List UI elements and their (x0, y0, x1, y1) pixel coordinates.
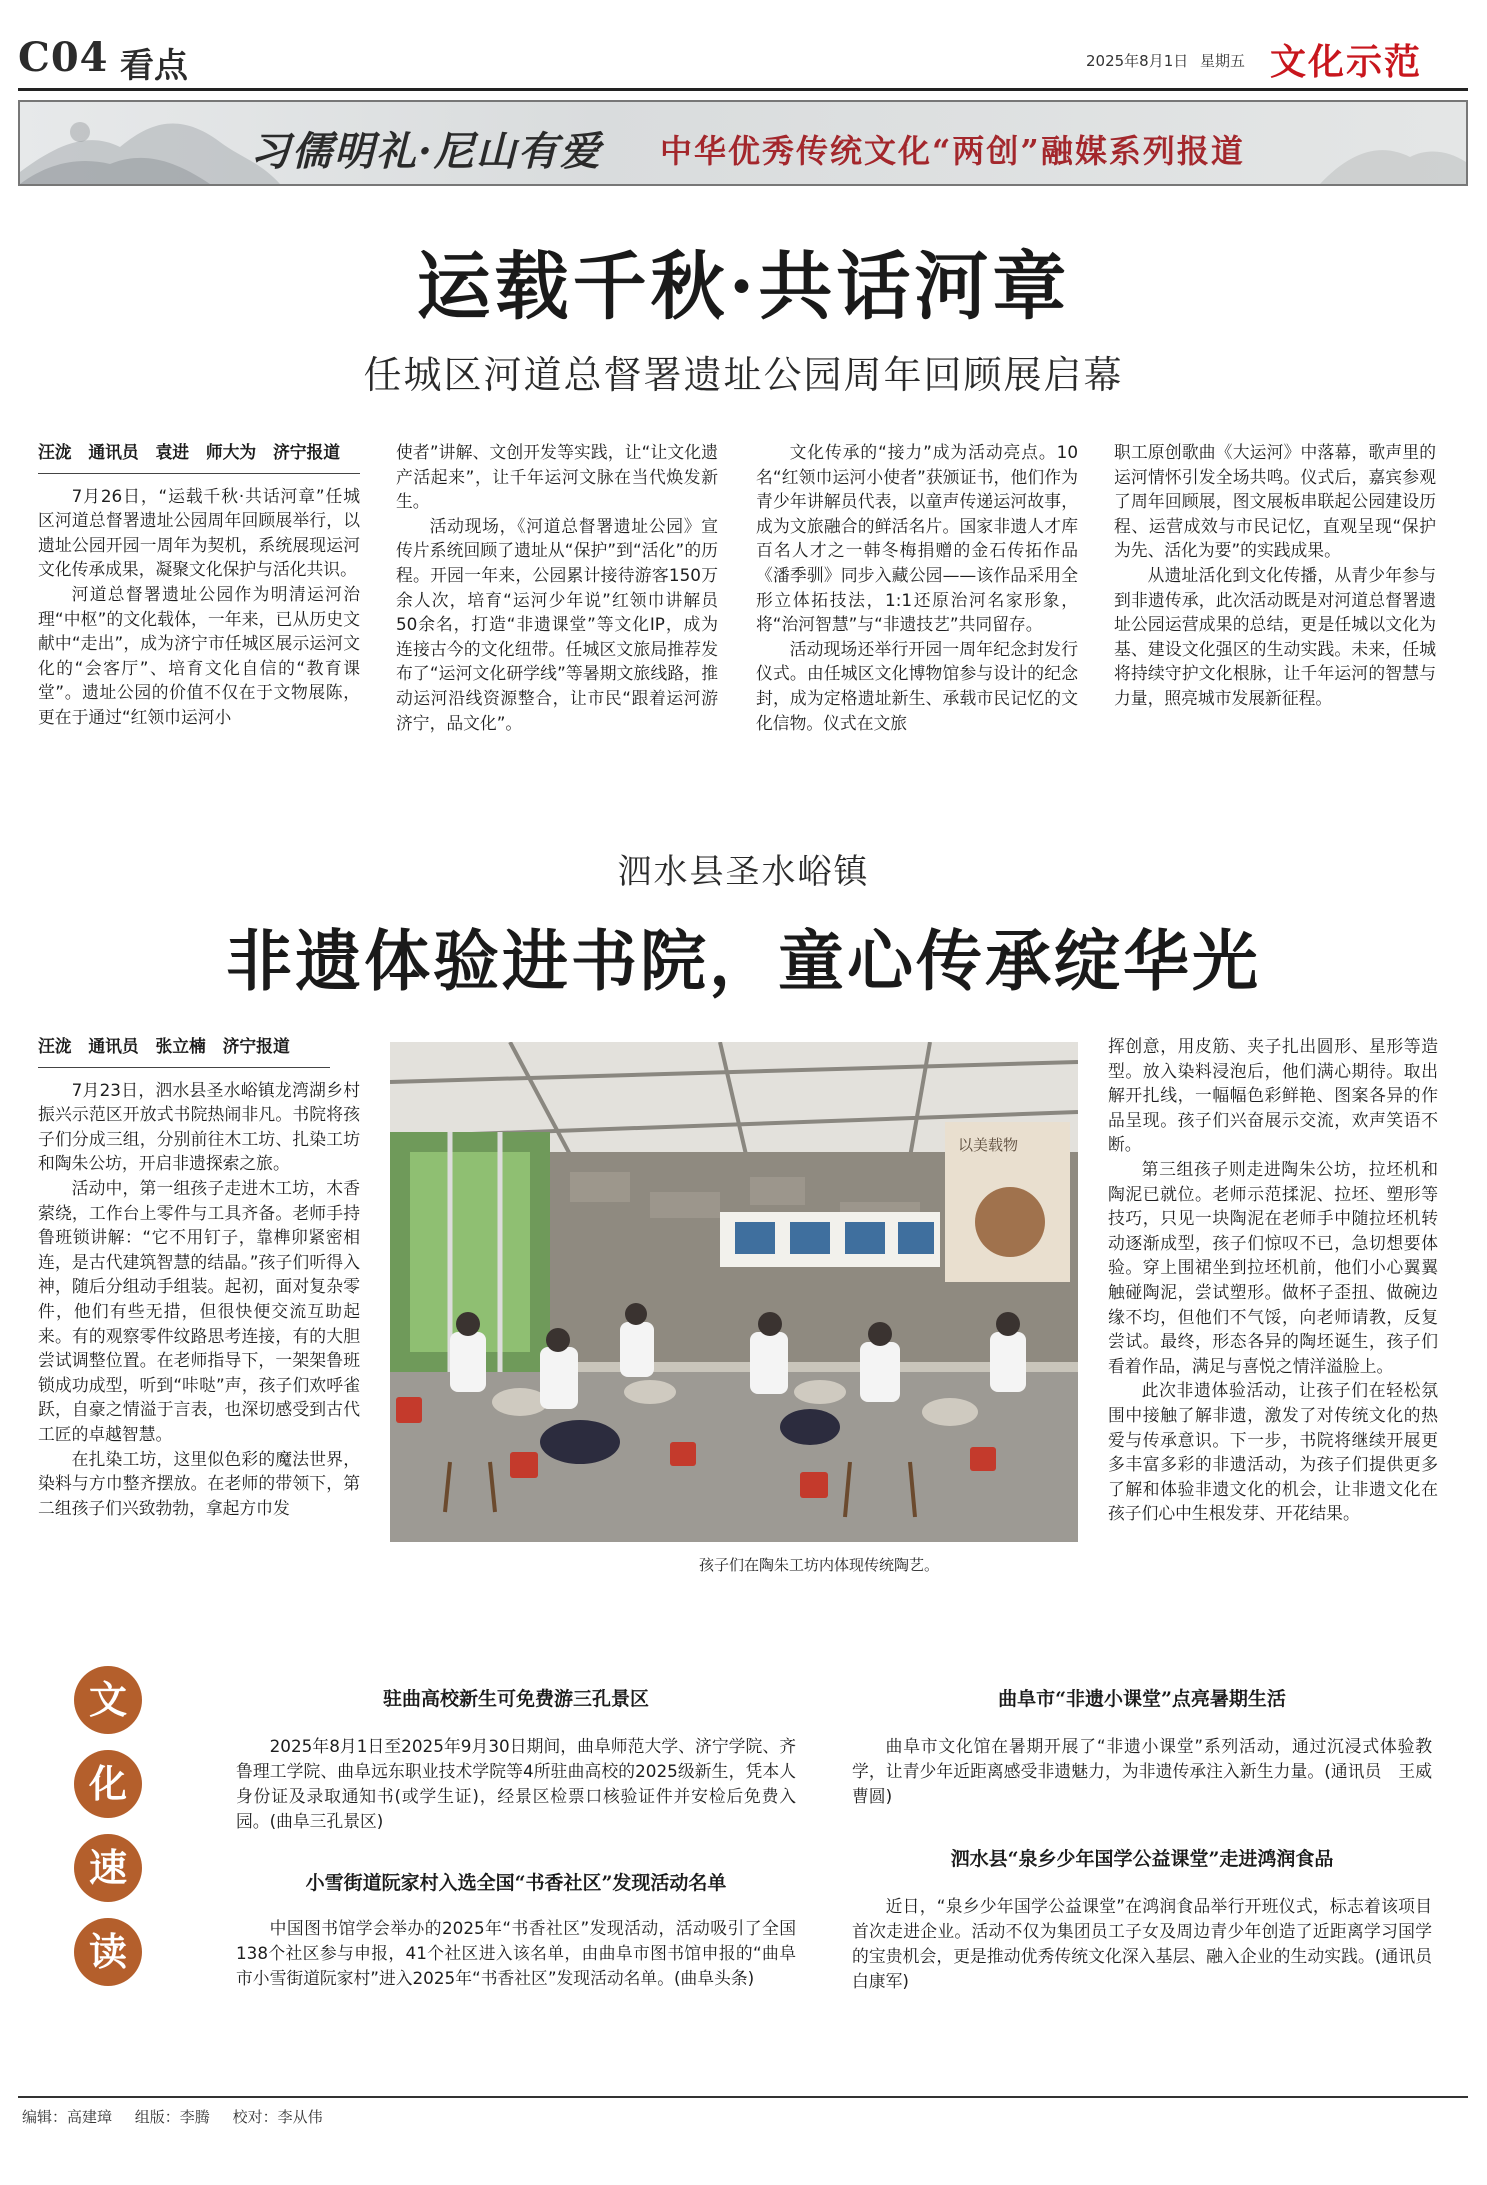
article1-paragraph: 职工原创歌曲《大运河》中落幕，歌声里的运河情怀引发全场共鸣。仪式后，嘉宾参观了周年回顾展，图文展板串联起公园建设历程、运营成效与市民记忆，直观呈现“保护为先、活化为要”的实践成果。 (1114, 442, 1436, 561)
brief-paragraph: 2025年8月1日至2025年9月30日期间，曲阜师范大学、济宁学院、齐鲁理工学院、曲阜远东职业技术学院等4所驻曲高校的2025级新生，凭本人身份证及录取通知书(或学生证)，经景区检票口核验证件并安检后免费入园。(曲阜三孔景区) (236, 1736, 796, 1831)
brief-title: 驻曲高校新生可免费游三孔景区 (382, 1688, 649, 1710)
badge-su: 速 (74, 1834, 142, 1902)
article1-column-2 (396, 440, 718, 735)
article1-paragraph: 活动现场还举行开园一周年纪念封发行仪式。由任城区文化博物馆参与设计的纪念封，成为定格遗址新生、承载市民记忆的文化信物。仪式在文旅 (756, 638, 1078, 733)
brief-body (852, 1734, 1449, 1809)
page-number: C04 (18, 34, 109, 81)
badge-du: 读 (74, 1918, 142, 1986)
byline-rule (38, 473, 360, 474)
layout-credit: 组版：李腾 (134, 2108, 210, 2126)
brief-paragraph: 中国图书馆学会举办的2025年“书香社区”发现活动，活动吸引了全国138个社区参与申报，41个社区进入该名单，由曲阜市图书馆申报的“曲阜市小雪街道阮家村”进入2025年“书香社区”发现活动名单。(曲阜头条) (236, 1918, 796, 1988)
brief-title: 曲阜市“非遗小课堂”点亮暑期生活 (998, 1688, 1286, 1710)
page-header (18, 28, 1468, 86)
article1-column-1 (38, 440, 360, 730)
brief-title: 泗水县“泉乡少年国学公益课堂”走进鸿润食品 (950, 1848, 1334, 1870)
article1-byline: 汪泷 通讯员 袁进 师大为 济宁报道 (38, 442, 341, 462)
photo-caption: 孩子们在陶朱工坊内体现传统陶艺。 (698, 1556, 939, 1574)
article2-paragraph: 挥创意，用皮筋、夹子扎出圆形、星形等造型。放入染料浸泡后，他们满心期待。取出解开扎线，一幅幅色彩鲜艳、图案各异的作品呈现。孩子们兴奋展示交流，欢声笑语不断。 (1108, 1036, 1438, 1155)
article1-headline: 运载千秋·共话河章 (416, 244, 1071, 330)
article1-subhead: 任城区河道总督署遗址公园周年回顾展启幕 (363, 353, 1124, 397)
photo-sign-text: 以美载物 (958, 1136, 1019, 1154)
banner-series-slogan: 习儒明礼·尼山有爱 (250, 128, 602, 175)
byline-rule (38, 1067, 330, 1068)
series-banner (18, 100, 1468, 186)
article2-column-2 (1108, 1034, 1438, 1526)
section-name: 看点 (120, 46, 188, 86)
brief-body (236, 1734, 796, 1834)
editorial-credits (22, 2106, 341, 2127)
article1-paragraph: 活动现场，《河道总督署遗址公园》宣传片系统回顾了遗址从“保护”到“活化”的历程。开园一年来，公园累计接待游客150万余人次，培育“运河少年说”红领巾讲解员50余名，打造“非遗课堂”等文化IP，成为连接古今的文化纽带。任城区文旅局推荐发布了“运河文化研学线”等暑期文旅线路，推动运河沿线资源整合，让市民“跟着运河游济宁，品文化”。 (396, 515, 718, 733)
photo-illustration (390, 1042, 1078, 1542)
footer-rule (18, 2096, 1468, 2098)
article2-kicker: 泗水县圣水峪镇 (617, 852, 870, 892)
editor-credit: 编辑：高建璋 (22, 2108, 113, 2126)
article1-column-3 (756, 440, 1078, 735)
article2-paragraph: 活动中，第一组孩子走进木工坊，木香萦绕，工作台上零件与工具齐备。老师手持鲁班锁讲解：“它不用钉子，靠榫卯紧密相连，是古代建筑智慧的结晶。”孩子们听得入神，随后分组动手组装。起初，面对复杂零件，他们有些无措，但很快便交流互助起来。有的观察零件纹路思考连接，有的大胆尝试调整位置。在老师指导下，一架架鲁班锁成功成型，听到“咔哒”声，孩子们欢呼雀跃，自豪之情溢于言表，也深切感受到古代工匠的卓越智慧。 (38, 1177, 360, 1444)
brief-body (852, 1894, 1449, 1994)
article1-paragraph: 从遗址活化到文化传播，从青少年参与到非遗传承，此次活动既是对河道总督署遗址公园运营成果的总结，更是任城以文化为基、建设文化强区的生动实践。未来，任城将持续守护文化根脉，让千年运河的智慧与力量，照亮城市发展新征程。 (1114, 564, 1436, 708)
article2-paragraph: 7月23日，泗水县圣水峪镇龙湾湖乡村振兴示范区开放式书院热闹非凡。书院将孩子们分成三组，分别前往木工坊、扎染工坊和陶朱公坊，开启非遗探索之旅。 (38, 1079, 360, 1174)
article1-column-4 (1114, 440, 1436, 711)
badge-hua: 化 (74, 1750, 142, 1818)
issue-weekday: 星期五 (1200, 52, 1246, 70)
brief-paragraph: 曲阜市文化馆在暑期开展了“非遗小课堂”系列活动，通过沉浸式体验教学，让青少年近距离感受非遗魅力，为非遗传承注入新生力量。(通讯员 王威 曹圆) (852, 1736, 1449, 1806)
article1-paragraph: 7月26日，“运载千秋·共话河章”任城区河道总督署遗址公园周年回顾展举行，以遗址公园开园一周年为契机，系统展现运河文化传承成果，凝聚文化保护与活化共识。 (38, 485, 360, 580)
issue-date: 2025年8月1日 (1086, 52, 1189, 70)
paper-name: 文化示范 (1270, 41, 1423, 83)
article2-byline: 汪泷 通讯员 张立楠 济宁报道 (38, 1036, 290, 1056)
brief-title: 小雪街道阮家村入选全国“书香社区”发现活动名单 (305, 1872, 727, 1894)
article2-headline: 非遗体验进书院，童心传承绽华光 (226, 922, 1261, 1000)
article2-paragraph: 第三组孩子则走进陶朱公坊，拉坯机和陶泥已就位。老师示范揉泥、拉坯、塑形等技巧，只见一块陶泥在老师手中随拉坯机转动逐渐成型，孩子们惊叹不已，急切想要体验。穿上围裙坐到拉坯机前，他们小心翼翼触碰陶泥，尝试塑形。做杯子歪扭、做碗边缘不均，但他们不气馁，向老师请教，反复尝试。最终，形态各异的陶坯诞生，孩子们看着作品，满足与喜悦之情洋溢脸上。 (1108, 1158, 1438, 1376)
article1-paragraph: 文化传承的“接力”成为活动亮点。10名“红领巾运河小使者”获颁证书，他们作为青少年讲解员代表，以童声传递运河故事，成为文旅融合的鲜活名片。国家非遗人才库百名人才之一韩冬梅捐赠的金石传拓作品《潘季驯》同步入藏公园——该作品采用全形立体拓技法，1:1还原治河名家形象，将“治河智慧”与“非遗技艺”共同留存。 (756, 442, 1078, 635)
article2-paragraph: 此次非遗体验活动，让孩子们在轻松氛围中接触了解非遗，激发了对传统文化的热爱与传承意识。下一步，书院将继续开展更多丰富多彩的非遗活动，为孩子们提供更多了解和体验非遗文化的机会，让非遗文化在孩子们心中生根发芽、开花结果。 (1108, 1380, 1438, 1524)
pottery-workshop-photo (390, 1042, 1078, 1542)
banner-series-title: 中华优秀传统文化“两创”融媒系列报道 (660, 132, 1245, 170)
header-rule (18, 88, 1468, 91)
article1-paragraph: 河道总督署遗址公园作为明清运河治理“中枢”的文化载体，一年来，已从历史文献中“走出”，成为济宁市任城区展示运河文化的“会客厅”、培育文化自信的“教育课堂”。遗址公园的价值不仅在于文物展陈，更在于通过“红领巾运河小 (38, 583, 360, 727)
badge-wen: 文 (74, 1666, 142, 1734)
proof-credit: 校对：李从伟 (232, 2108, 323, 2126)
article1-paragraph: 使者”讲解、文创开发等实践，让“让文化遗产活起来”，让千年运河文脉在当代焕发新生。 (396, 442, 718, 512)
article2-column-1 (38, 1034, 360, 1520)
brief-paragraph: 近日，“泉乡少年国学公益课堂”在鸿润食品举行开班仪式，标志着该项目首次走进企业。活动不仅为集团员工子女及周边青少年创造了近距离学习国学的宝贵机会，更是推动优秀传统文化深入基层、融入企业的生动实践。(通讯员 白康军) (852, 1896, 1449, 1991)
brief-body (236, 1916, 796, 1991)
article2-paragraph: 在扎染工坊，这里似色彩的魔法世界，染料与方巾整齐摆放。在老师的带领下，第二组孩子们兴致勃勃，拿起方巾发 (38, 1448, 360, 1518)
